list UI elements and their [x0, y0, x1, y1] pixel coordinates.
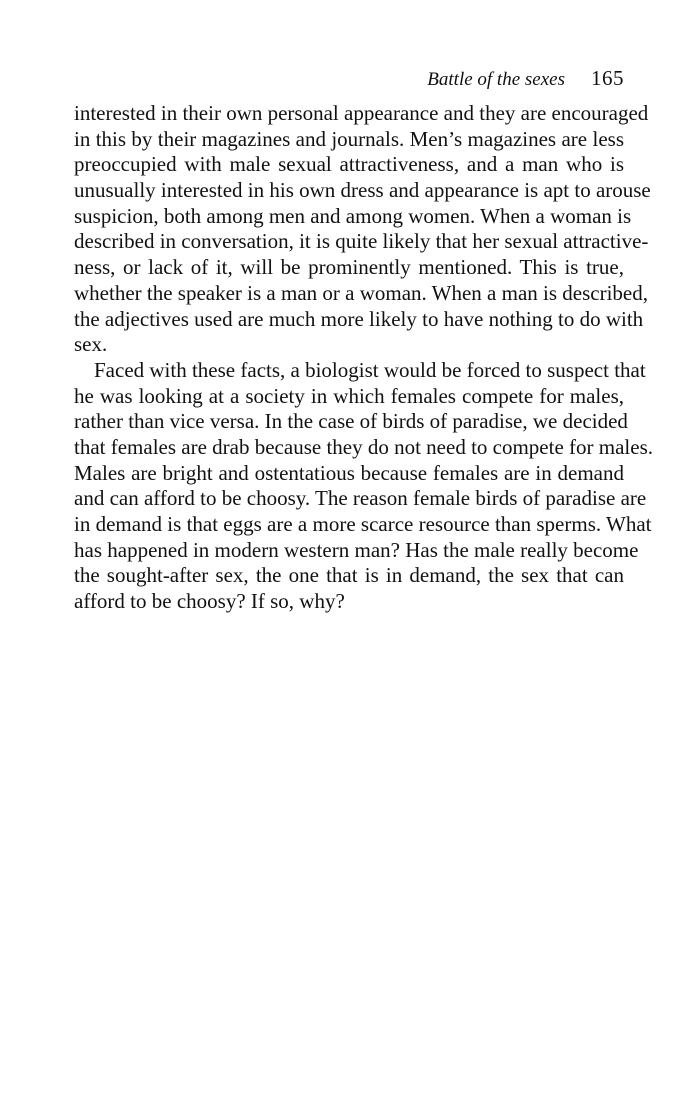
text-line: described in conversation, it is quite likely that her sexual attractive-	[74, 229, 649, 254]
paragraph	[74, 357, 654, 615]
text-line: whether the speaker is a man or a woman. When a man is described,	[74, 280, 648, 305]
text-line: that females are drab because they do not need to compete for males.	[74, 434, 654, 459]
text-line: in this by their magazines and journals. Men’s magazines are less	[74, 126, 624, 151]
text-line: and can afford to be choosy. The reason female birds of paradise are	[74, 486, 647, 511]
text-line: the adjectives used are much more likely to have nothing to do with	[74, 306, 644, 331]
text-line: sex.	[74, 332, 108, 357]
text-line: suspicion, both among men and among women. When a woman is	[74, 203, 632, 228]
text-line: preoccupied with male sexual attractiveness, and a man who is	[74, 152, 624, 177]
running-title: Battle of the sexes	[427, 69, 565, 90]
text-line: afford to be choosy? If so, why?	[74, 589, 345, 614]
text-line: Faced with these facts, a biologist would be forced to suspect that	[94, 357, 646, 382]
text-line: Males are bright and ostentatious because females are in demand	[74, 460, 624, 485]
text-line: interested in their own personal appearance and they are encouraged	[74, 101, 649, 125]
text-line: he was looking at a society in which females compete for males,	[74, 383, 624, 408]
text-line: rather than vice versa. In the case of birds of paradise, we decided	[74, 409, 628, 434]
body-text	[74, 101, 654, 615]
running-head	[427, 64, 624, 94]
paragraph	[74, 101, 651, 358]
page-number: 165	[591, 66, 624, 90]
text-line: has happened in modern western man? Has the male really become	[74, 537, 639, 562]
text-line: unusually interested in his own dress and appearance is apt to arouse	[74, 178, 651, 203]
text-line: in demand is that eggs are a more scarce resource than sperms. What	[74, 512, 652, 536]
text-line: the sought-after sex, the one that is in demand, the sex that can	[74, 563, 624, 588]
text-line: ness, or lack of it, will be prominently mentioned. This is true,	[74, 255, 624, 280]
